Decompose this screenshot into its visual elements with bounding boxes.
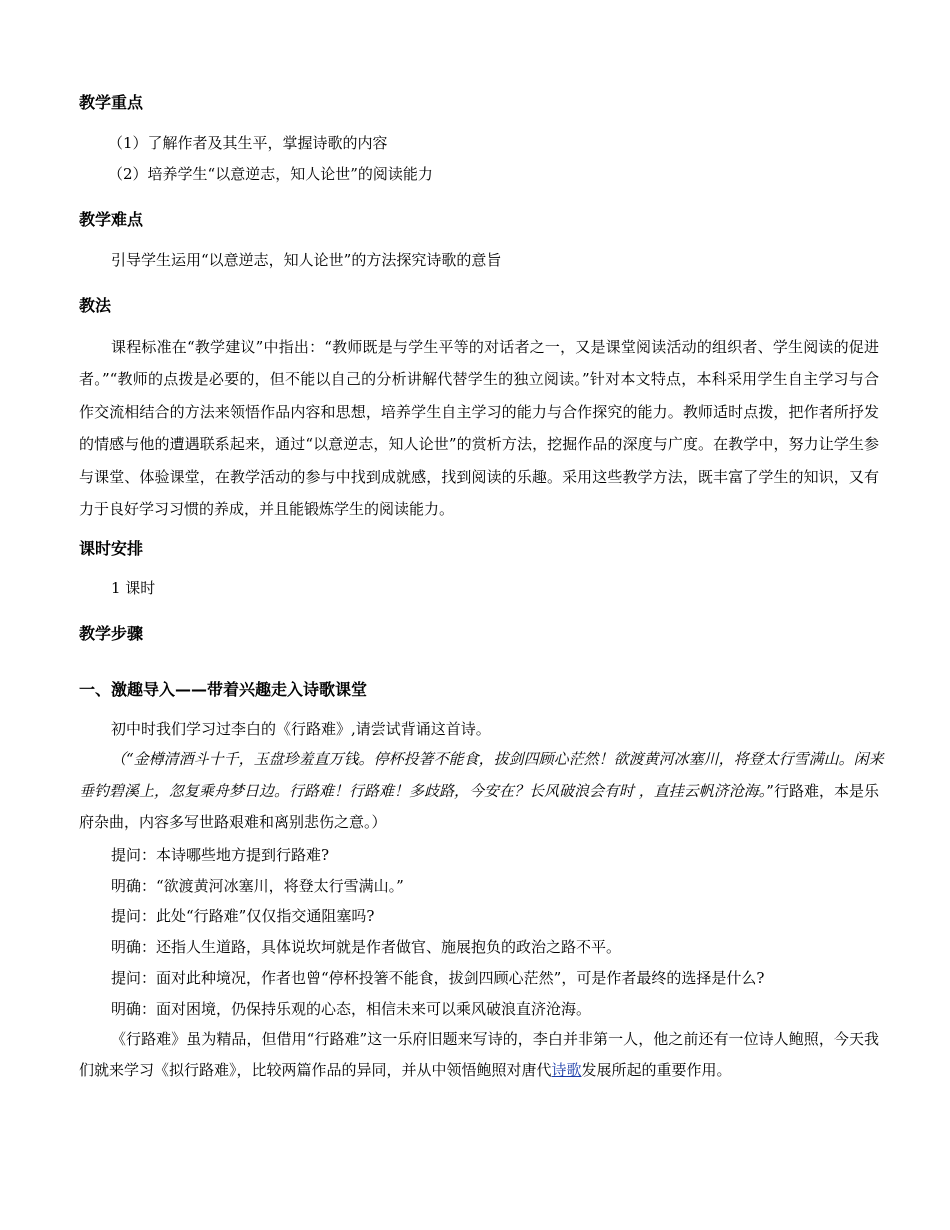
qa-line-5: 提问：面对此种境况，作者也曾“停杯投箸不能食，拔剑四顾心茫然”，可是作者最终的选择是什么? (111, 969, 765, 987)
schedule-text: 1 课时 (111, 579, 156, 597)
method-paragraph: 课程标准在“教学建议”中指出：“教师既是与学生平等的对话者之一，又是课堂阅读活动的组织者、学生阅读的促进者。”“教师的点拨是必要的，但不能以自己的分析讲解代替学生的独立阅读。”针对本文特点，本科采用学生自主学习与合作交流相结合的方法来领悟作品内容和思想，培养学生自主学习的能力与合作探究的能力。教师适时点拨，把作者所抒发的情感与他的遭遇联系起来，通过“以意逆志，知人论世”的赏析方法，挖掘作品的深度与广度。在教学中，努力让学生参与课堂、体验课堂，在教学活动的参与中找到成就感，找到阅读的乐趣。采用这些教学方法，既丰富了学生的知识，又有力于良好学习习惯的养成，并且能锻炼学生的阅读能力。 (79, 338, 879, 519)
step1-intro: 初中时我们学习过李白的《行路难》,请尝试背诵这首诗。 (111, 720, 491, 738)
poem-note: ”行路难，本是乐府杂曲，内容多写世路艰难和离别悲伤之意。） (79, 781, 879, 831)
heading-teaching-focus: 教学重点 (79, 93, 144, 112)
focus-item-1: （1）了解作者及其生平，掌握诗歌的内容 (108, 134, 388, 152)
qa-line-6: 明确：面对困境，仍保持乐观的心态，相信未来可以乘风破浪直济沧海。 (111, 1000, 592, 1018)
poem-text: （“金樽清酒斗十千，玉盘珍羞直万钱。停杯投箸不能食，拔剑四顾心茫然！欲渡黄河冰塞川，将登太行雪满山。闲来垂钓碧溪上，忽复乘舟梦日边。行路难！行路难！多歧路，今安在？长风破浪会有时 ，直挂云帆济沧海。 (79, 750, 884, 800)
qa-line-4: 明确：还指人生道路，具体说坎坷就是作者做官、施展抱负的政治之路不平。 (111, 938, 622, 956)
qa-line-2: 明确：“欲渡黄河冰塞川，将登太行雪满山。” (111, 877, 404, 895)
closing-text-end: 发展所起的重要作用。 (581, 1061, 732, 1079)
poem-quote (79, 744, 887, 839)
qa-line-3: 提问：此处“行路难”仅仅指交通阻塞吗? (111, 907, 375, 925)
heading-step-1: 一、激趣导入——带着兴趣走入诗歌课堂 (79, 680, 368, 699)
qa-line-1: 提问：本诗哪些地方提到行路难? (111, 846, 330, 864)
closing-text: 《行路难》虽为精品，但借用“行路难”这一乐府旧题来写诗的，李白并非第一人，他之前还有一位诗人鲍照，今天我们就来学习《拟行路难》，比较两篇作品的异同，并从中领悟鲍照对唐代 (79, 1030, 879, 1079)
difficulty-text: 引导学生运用“以意逆志，知人论世”的方法探究诗歌的意旨 (111, 251, 502, 269)
heading-teaching-difficulty: 教学难点 (79, 210, 144, 229)
heading-teaching-steps: 教学步骤 (79, 624, 144, 643)
closing-paragraph (79, 1024, 879, 1086)
heading-class-schedule: 课时安排 (79, 539, 144, 558)
focus-item-2: （2）培养学生“以意逆志，知人论世”的阅读能力 (108, 165, 433, 183)
poetry-link[interactable]: 诗歌 (551, 1061, 582, 1079)
heading-teaching-method: 教法 (79, 296, 112, 315)
